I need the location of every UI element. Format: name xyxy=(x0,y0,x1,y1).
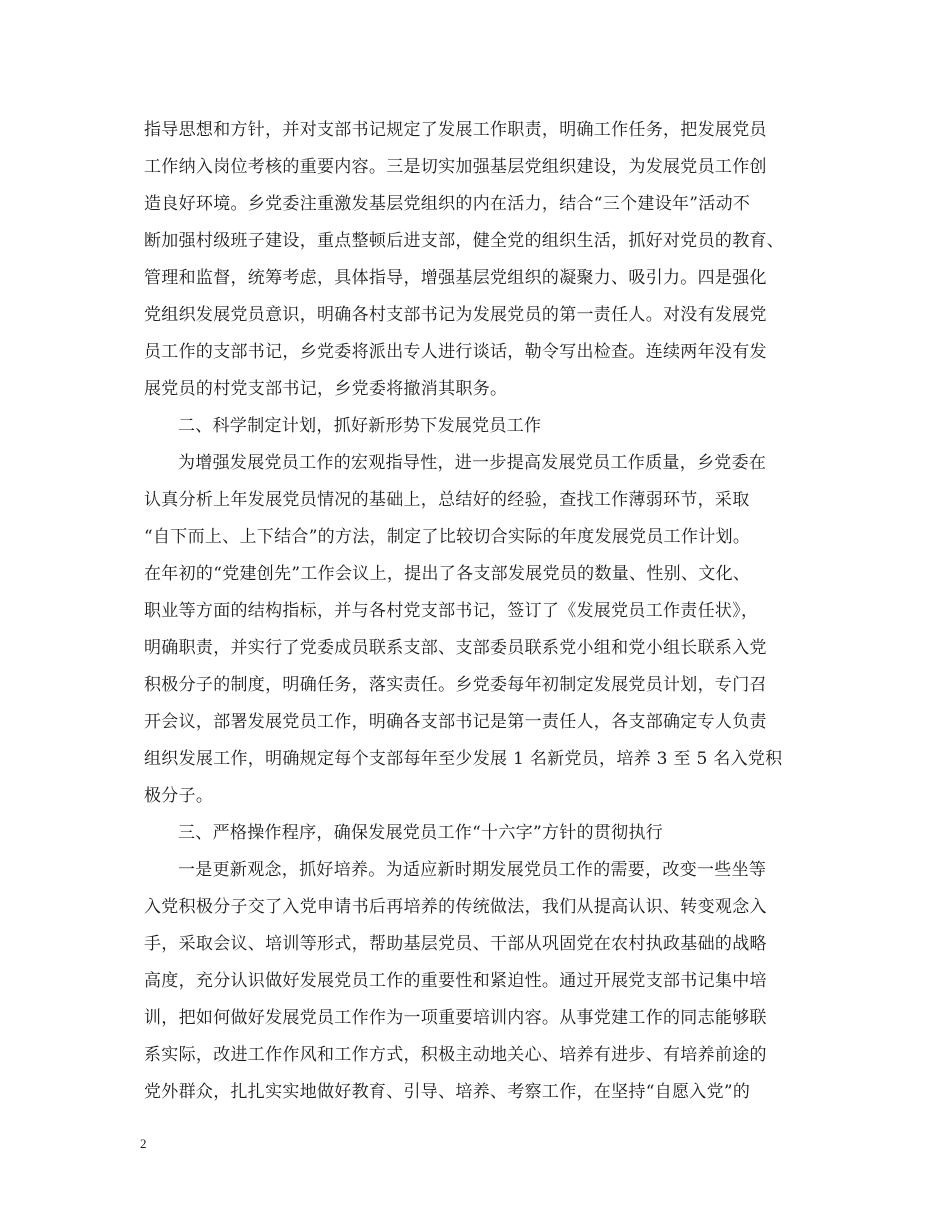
text-line: 管理和监督，统筹考虑，具体指导，增强基层党组织的凝聚力、吸引力。四是强化 xyxy=(144,268,767,288)
text-line: 党组织发展党员意识，明确各村支部书记为发展党员的第一责任人。对没有发展党 xyxy=(144,305,767,325)
text-line: 指导思想和方针，并对支部书记规定了发展工作职责，明确工作任务，把发展党员 xyxy=(144,120,767,140)
text-line: 党外群众，扎扎实实地做好教育、引导、培养、考察工作，在坚持“自愿入党”的 xyxy=(144,1082,751,1102)
text-line: 入党积极分子交了入党申请书后再培养的传统做法，我们从提高认识、转变观念入 xyxy=(144,897,767,917)
text-line: 造良好环境。乡党委注重激发基层党组织的内在活力，结合“三个建设年”活动不 xyxy=(144,194,751,214)
section-heading: 三、严格操作程序，确保发展党员工作“十六字”方针的贯彻执行 xyxy=(178,823,664,843)
text-line: 训，把如何做好发展党员工作作为一项重要培训内容。从事党建工作的同志能够联 xyxy=(144,1008,767,1028)
text-line: 为增强发展党员工作的宏观指导性，进一步提高发展党员工作质量，乡党委在 xyxy=(178,453,767,473)
text-line: 职业等方面的结构指标，并与各村党支部书记，签订了《发展党员工作责任状》， xyxy=(144,601,759,621)
text-line: 极分子。 xyxy=(144,786,214,806)
text-line: 工作纳入岗位考核的重要内容。三是切实加强基层党组织建设，为发展党员工作创 xyxy=(144,157,767,177)
text-line: 积极分子的制度，明确任务，落实责任。乡党委每年初制定发展党员计划，专门召 xyxy=(144,675,767,695)
page-number: 2 xyxy=(140,1136,147,1151)
text-line: 明确职责，并实行了党委成员联系支部、支部委员联系党小组和党小组长联系入党 xyxy=(144,638,767,658)
body-text xyxy=(144,112,824,1111)
section-heading: 二、科学制定计划，抓好新形势下发展党员工作 xyxy=(178,416,542,436)
text-line: 断加强村级班子建设，重点整顿后进支部，健全党的组织生活，抓好对党员的教育、 xyxy=(144,231,785,251)
text-line: 高度，充分认识做好发展党员工作的重要性和紧迫性。通过开展党支部书记集中培 xyxy=(144,971,767,991)
text-line: 手，采取会议、培训等形式，帮助基层党员、干部从巩固党在农村执政基础的战略 xyxy=(144,934,767,954)
text-line: 组织发展工作，明确规定每个支部每年至少发展 1 名新党员，培养 3 至 5 名入党积 xyxy=(144,749,783,769)
text-line: 员工作的支部书记，乡党委将派出专人进行谈话，勒令写出检查。连续两年没有发 xyxy=(144,342,767,362)
text-line: 系实际，改进工作作风和工作方式，积极主动地关心、培养有进步、有培养前途的 xyxy=(144,1045,767,1065)
text-line: 一是更新观念，抓好培养。为适应新时期发展党员工作的需要，改变一些坐等 xyxy=(178,860,767,880)
text-line: 认真分析上年发展党员情况的基础上，总结好的经验，查找工作薄弱环节，采取 xyxy=(144,490,750,510)
text-line: 开会议，部署发展党员工作，明确各支部书记是第一责任人，各支部确定专人负责 xyxy=(144,712,767,732)
text-line: “自下而上、上下结合”的方法，制定了比较切合实际的年度发展党员工作计划。 xyxy=(144,527,751,547)
text-line: 在年初的“党建创先”工作会议上，提出了各支部发展党员的数量、性别、文化、 xyxy=(144,564,751,584)
text-line: 展党员的村党支部书记，乡党委将撤消其职务。 xyxy=(144,379,508,399)
